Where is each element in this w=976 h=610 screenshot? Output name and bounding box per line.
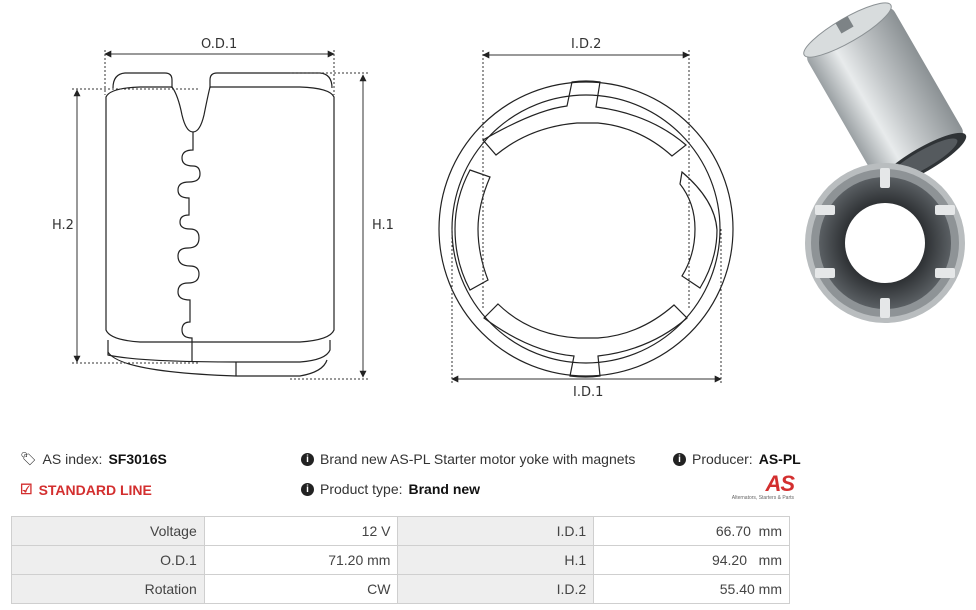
description <box>301 451 635 467</box>
spec-value: 66.70 mm <box>594 517 790 546</box>
spec-value: 55.40 mm <box>594 575 790 604</box>
spec-table <box>11 516 790 604</box>
as-index-value: SF3016S <box>108 451 167 467</box>
id1-dimension-label: I.D.1 <box>573 385 604 400</box>
logo-tagline: Alternators, Starters & Parts <box>731 495 794 501</box>
product-photo-yoke-end <box>805 163 965 323</box>
producer-label: Producer: <box>692 451 753 467</box>
info-circle-icon: i <box>301 483 314 496</box>
spec-label: Rotation <box>12 575 205 604</box>
spec-value: 94.20 mm <box>594 546 790 575</box>
h2-dimension-label: H.2 <box>52 218 74 233</box>
spec-label: O.D.1 <box>12 546 205 575</box>
logo-text: AS <box>765 471 794 496</box>
table-row <box>12 575 790 604</box>
standard-line-badge <box>20 481 152 498</box>
product-type-label: Product type: <box>320 481 403 497</box>
yoke-side-view <box>106 73 334 376</box>
table-row <box>12 546 790 575</box>
as-index <box>20 451 167 467</box>
check-square-icon: ☑ <box>20 481 33 497</box>
spec-value: 12 V <box>204 517 398 546</box>
spec-label: H.1 <box>398 546 594 575</box>
producer <box>673 451 801 467</box>
yoke-end-view <box>439 81 733 377</box>
description-text: Brand new AS-PL Starter motor yoke with magnets <box>320 451 636 467</box>
id2-dimension-label: I.D.2 <box>571 37 602 52</box>
od1-dimension-label: O.D.1 <box>201 37 238 52</box>
standard-line-label: STANDARD LINE <box>38 481 152 498</box>
product-type-value: Brand new <box>408 481 481 497</box>
producer-value: AS-PL <box>758 451 801 467</box>
spec-label: I.D.2 <box>398 575 594 604</box>
info-circle-icon: i <box>301 453 314 466</box>
spec-value: CW <box>204 575 398 604</box>
product-type <box>301 481 480 497</box>
spec-label: I.D.1 <box>398 517 594 546</box>
spec-value: 71.20 mm <box>204 546 398 575</box>
asp-logo <box>716 473 794 501</box>
as-index-label: AS index: <box>42 451 103 467</box>
info-circle-icon: i <box>673 453 686 466</box>
spec-label: Voltage <box>12 517 205 546</box>
tags-icon: 🏷 <box>20 451 37 466</box>
table-row <box>12 517 790 546</box>
h1-dimension-label: H.1 <box>372 218 394 233</box>
